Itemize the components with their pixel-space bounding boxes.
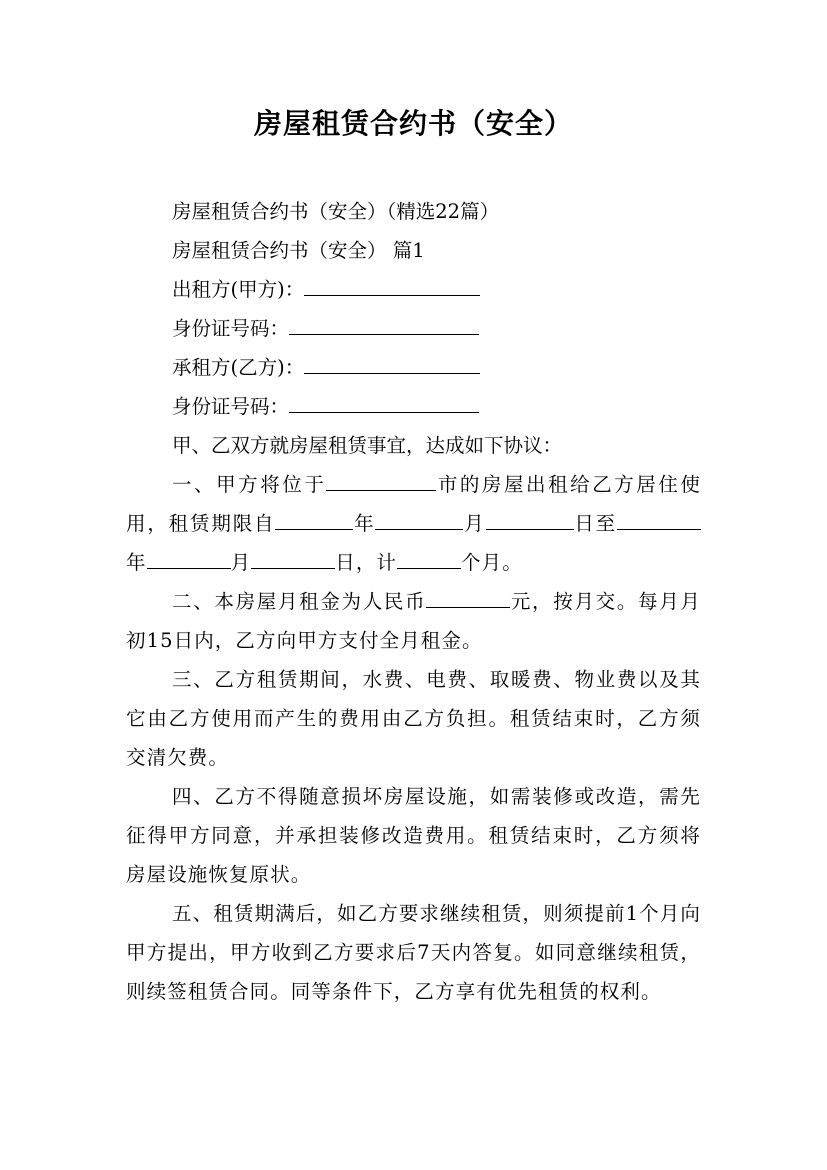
start-day-blank[interactable] (486, 506, 574, 530)
start-year-label: 年 (353, 512, 376, 535)
subtitle-line (126, 192, 701, 231)
lessor-label: 出租方(甲方)： (172, 278, 305, 301)
clause-5: 五、租赁期满后，如乙方要求继续租赁，则须提前1个月向甲方提出，甲方收到乙方要求后7天内答复。如同意继续租赁，则续签租赁合同。同等条件下，乙方享有优先租赁的权利。 (126, 902, 701, 1003)
end-year-label: 年 (126, 551, 147, 574)
lessee-id-field (126, 387, 701, 426)
clause-3: 三、乙方租赁期间，水费、电费、取暖费、物业费以及其它由乙方使用而产生的费用由乙方负担。租赁结束时，乙方须交清欠费。 (126, 668, 701, 769)
city-blank[interactable] (326, 467, 436, 491)
document-title: 房屋租赁合约书（安全） (253, 107, 573, 140)
clause-4: 四、乙方不得随意损坏房屋设施，如需装修或改造，需先征得甲方同意，并承担装修改造费用。租赁结束时，乙方须将房屋设施恢复原状。 (126, 785, 701, 886)
rent-blank[interactable] (426, 584, 510, 608)
clause-2-text-a: 二、本房屋月租金为人民币 (172, 590, 427, 613)
lessee-field (126, 348, 701, 387)
lessor-field (126, 270, 701, 309)
intro-line (126, 426, 701, 465)
months-label: 个月。 (461, 551, 523, 574)
lessee-blank[interactable] (304, 350, 480, 374)
lessor-id-label: 身份证号码： (172, 317, 290, 340)
document-body (126, 192, 701, 1011)
clause-1-text-a: 一、甲方将位于 (172, 473, 327, 496)
lessor-id-field (126, 309, 701, 348)
start-month-label: 月 (463, 512, 486, 535)
clause-2-text-b: 元，按月交。每月月初15日内，乙方向甲方支付全月租金。 (126, 590, 701, 652)
subtitle: 房屋租赁合约书（安全）（精选22篇） (172, 200, 500, 223)
end-month-blank[interactable] (147, 545, 231, 569)
intro-text: 甲、乙双方就房屋租赁事宜，达成如下协议： (172, 434, 563, 457)
clause-1-text-b: 市的房屋出租给乙方居住使用，租赁期限自 (126, 473, 702, 535)
section-heading-line (126, 231, 701, 270)
lessee-label: 承租方(乙方)： (172, 356, 305, 379)
start-day-label: 日至 (573, 512, 618, 535)
end-month-label: 月 (230, 551, 252, 574)
end-day-label: 日，计 (335, 551, 398, 574)
lessor-blank[interactable] (304, 272, 480, 296)
section-heading: 房屋租赁合约书（安全） 篇1 (172, 239, 425, 262)
lessee-id-label: 身份证号码： (172, 395, 290, 418)
lessee-id-blank[interactable] (289, 389, 479, 413)
clause-1 (126, 465, 701, 582)
end-year-blank[interactable] (617, 506, 701, 530)
end-day-blank[interactable] (251, 545, 335, 569)
months-blank[interactable] (397, 545, 461, 569)
clause-2 (126, 582, 701, 660)
start-month-blank[interactable] (375, 506, 463, 530)
start-year-blank[interactable] (275, 506, 353, 530)
lessor-id-blank[interactable] (289, 311, 479, 335)
